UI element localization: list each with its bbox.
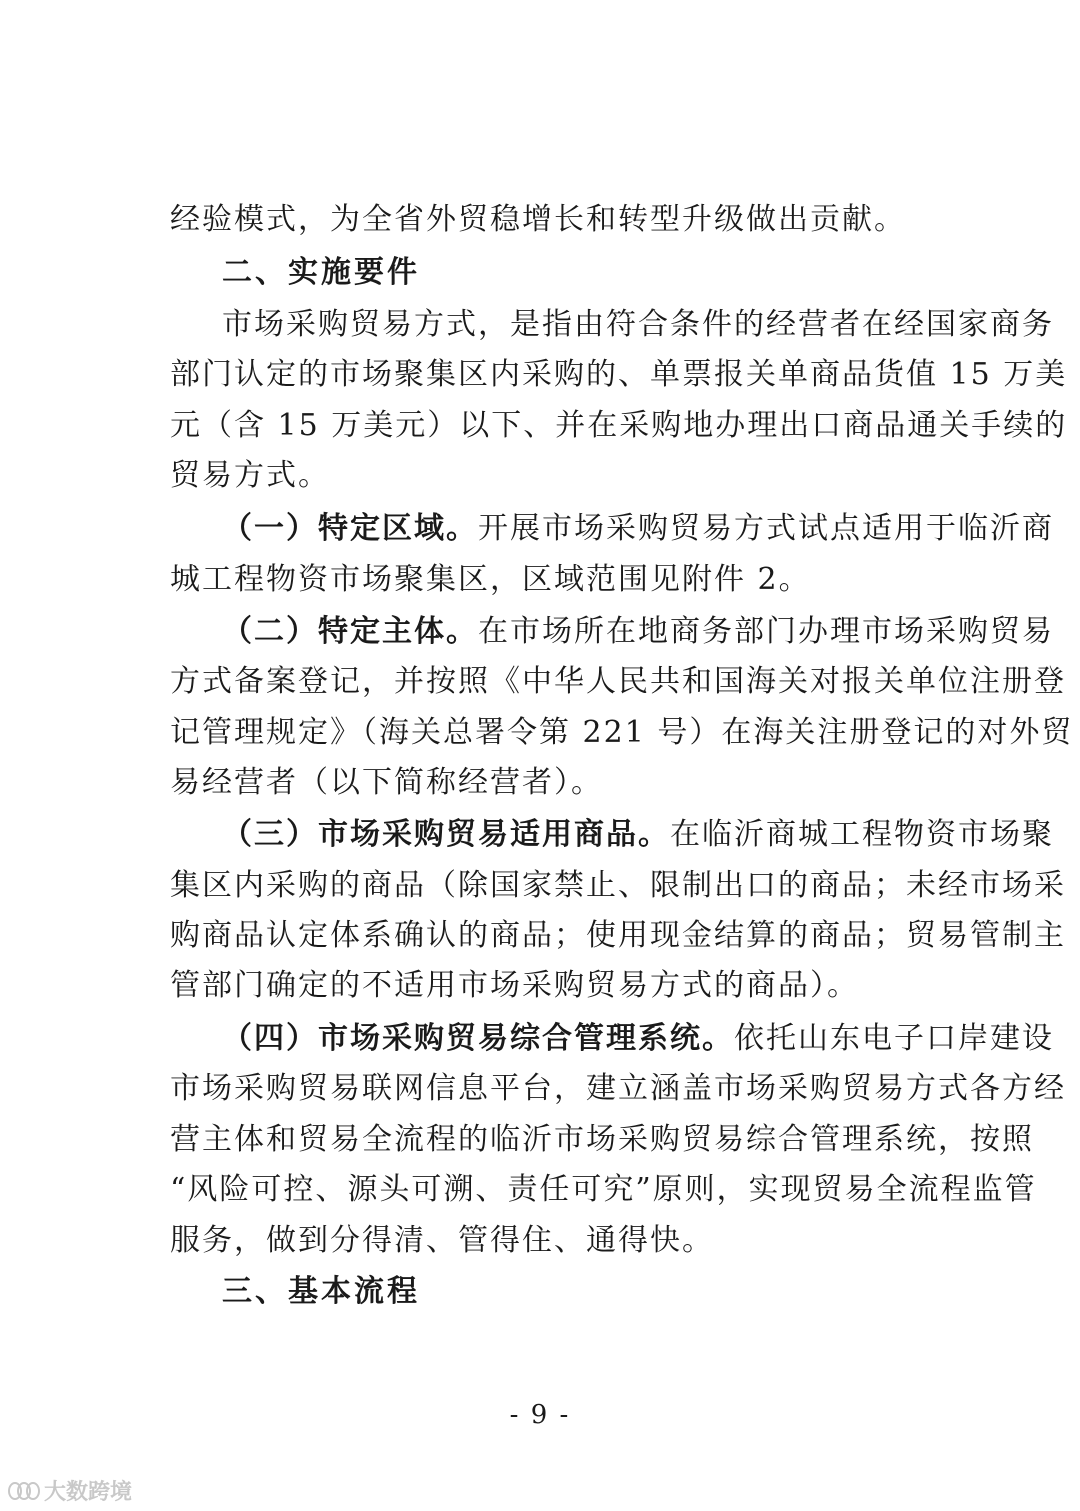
subsection-title: （四）市场采购贸易综合管理系统。 bbox=[222, 1021, 734, 1056]
paragraph-line: 元（含 15 万美元）以下、并在采购地办理出口商品通关手续的 bbox=[170, 408, 1068, 443]
subsection-line bbox=[222, 612, 1054, 652]
subsection-line bbox=[222, 815, 1054, 855]
subsection-title: （二）特定主体。 bbox=[222, 614, 478, 649]
subsection-text: 开展市场采购贸易方式试点适用于临沂商 bbox=[478, 511, 1054, 546]
paragraph-line: 城工程物资市场聚集区，区域范围见附件 2。 bbox=[170, 562, 811, 597]
paragraph-line: 部门认定的市场聚集区内采购的、单票报关单商品货值 15 万美 bbox=[170, 357, 1068, 392]
subsection-text: 依托山东电子口岸建设 bbox=[734, 1021, 1054, 1056]
paragraph-line: 购商品认定体系确认的商品；使用现金结算的商品；贸易管制主 bbox=[170, 918, 1066, 953]
paragraph-line: 管部门确定的不适用市场采购贸易方式的商品）。 bbox=[170, 968, 859, 1003]
section-heading-implementation: 二、实施要件 bbox=[222, 255, 420, 290]
paragraph-line: 集区内采购的商品（除国家禁止、限制出口的商品；未经市场采 bbox=[170, 868, 1066, 903]
section-heading-basic-process: 三、基本流程 bbox=[222, 1274, 420, 1309]
subsection-title: （一）特定区域。 bbox=[222, 511, 478, 546]
paragraph-line: “风险可控、源头可溯、责任可究”原则，实现贸易全流程监管 bbox=[170, 1172, 1037, 1207]
subsection-line bbox=[222, 1019, 1054, 1059]
paragraph-line: 市场采购贸易联网信息平台，建立涵盖市场采购贸易方式各方经 bbox=[170, 1071, 1066, 1106]
paragraph-line: 方式备案登记，并按照《中华人民共和国海关对报关单位注册登 bbox=[170, 664, 1066, 699]
subsection-text: 在市场所在地商务部门办理市场采购贸易 bbox=[478, 614, 1054, 649]
subsection-title: （三）市场采购贸易适用商品。 bbox=[222, 817, 670, 852]
page-number: - 9 - bbox=[509, 1400, 571, 1430]
paragraph-line: 营主体和贸易全流程的临沂市场采购贸易综合管理系统，按照 bbox=[170, 1122, 1034, 1157]
paragraph-line: 易经营者（以下简称经营者）。 bbox=[170, 765, 603, 800]
watermark bbox=[8, 1474, 132, 1506]
subsection-line bbox=[222, 509, 1054, 549]
watermark-logo-icon bbox=[8, 1479, 38, 1501]
paragraph-line: 经验模式，为全省外贸稳增长和转型升级做出贡献。 bbox=[170, 202, 906, 237]
paragraph-line: 贸易方式。 bbox=[170, 458, 330, 493]
subsection-text: 在临沂商城工程物资市场聚 bbox=[670, 817, 1054, 852]
paragraph-line: 记管理规定》（海关总署令第 221 号）在海关注册登记的对外贸 bbox=[170, 715, 1074, 750]
watermark-text: 大数跨境 bbox=[44, 1479, 133, 1505]
paragraph-line: 市场采购贸易方式，是指由符合条件的经营者在经国家商务 bbox=[222, 307, 1054, 342]
paragraph-line: 服务，做到分得清、管得住、通得快。 bbox=[170, 1223, 714, 1258]
